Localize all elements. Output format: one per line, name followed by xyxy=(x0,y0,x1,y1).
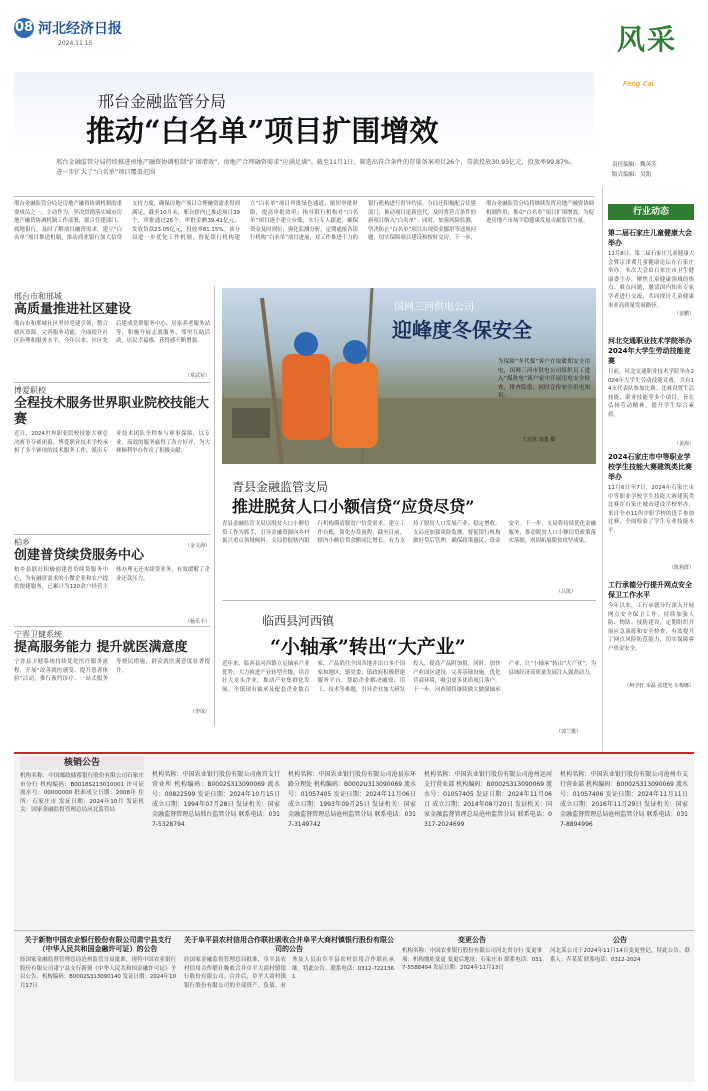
story-source: （郭兰歌） xyxy=(556,729,582,735)
notice-header: 核销公告 xyxy=(20,756,144,770)
brief-kicker: 邢台市和邢城 xyxy=(14,292,62,301)
story-title: 推进脱贫人口小额信贷“应贷尽贷” xyxy=(232,497,475,516)
story-title: “小轴承”转出“大产业” xyxy=(270,636,466,658)
sidebar-item xyxy=(608,580,694,690)
column-tag xyxy=(617,24,677,130)
lead-body: 邢台金融监管分局是房地产融资协调机制的重要成员之一，主动作为，坚决贯彻落实城市房地产融资协调机制工作部署，联合住建部门、属地银行，及时了解项目融资需求，建立“白名单”项目推送机制，推动商业银行加大信贷支持力度，确保房地产项目合理融资需求得到满足。截至10月末，邢台辖内已推送项目39个，审批通过26个，审批金额39.41亿元，发放贷款23.05亿元，投放率81.15%。该分局进一步优化工作机制，督促银行机构建立“白名单”项目审批绿色通道，缩短审批时限，提高审批效率；指导银行机构对“白名单”项目逐个建立台账，实行专人跟进，确保资金及时到位；强化监测分析，定期通报各银行机构“白名单”项目进展，对工作推进不力的银行机构进行督导约谈。分局还积极配合住建部门，推动项目更新迭代，及时将符合条件的新项目纳入“白名单”。同时，加强风险监测，坚决防止“白名单”项目出现资金挪用等违规问题，切实保障项目建设和按时交房。下一步，邢台金融监管分局将继续发挥房地产融资协调机制作用，推动“白名单”项目扩围增效，为促进房地产市场平稳健康发展贡献监管力量。 xyxy=(14,201,594,242)
sidebar-item-source: （姜海） xyxy=(673,441,694,447)
notice-bottom-header: 关于阜平县农村信用合作联社吸收合并阜平大商村镇银行股份有限公司的公告 xyxy=(184,936,394,953)
sidebar-item-body: 今年以来，工行承德分行深入开展网点安全保卫工作，持续加强人防、物防、技防建设，定期组织开展应急演练和安全检查，有效提升了网点风险防范能力，切实保障客户资金安全。 xyxy=(608,603,694,652)
brief-source: （金文海） xyxy=(184,543,210,549)
brief-title: 全程技术服务世界职业院校技能大赛 xyxy=(14,396,210,427)
brief-title: 创建普贷续贷服务中心 xyxy=(14,548,145,563)
sidebar-item-body: 11月6日至7日，2024年石家庄市中等职业学校学生技能大赛建筑类比赛在石家庄城市建设学校举办。来自全市11所中职学校的选手参加比赛，全面检验了学生专业技能水平。 xyxy=(608,485,694,534)
divider xyxy=(14,196,594,197)
notice-text: 机构名称：中国农业银行股份有限公司南宫支行营业所 机构编码：B0002S313090069 流水号：00822599 发证日期：2024年10月15日 成立日期：1994年07月28日 发证机关：国家金融监督管理总局邢台监管分局 联系电话：0317-5328794 xyxy=(152,771,280,828)
brief-title: 高质量推进社区建设 xyxy=(14,302,132,317)
notice-bottom xyxy=(184,936,394,1064)
lead-dek: 邢台金融监管分局持续推进房地产融资协调机制“扩围增效”，房地产合理融资需求“应满足满”。截至11月1日，筛选出符合条件的存量备案项目26个，贷款投放30.93亿元，投放率99.87%，进一步扩大了“白名单”项目覆盖范围 xyxy=(56,159,576,176)
photo-kicker: 国网三河供电公司 xyxy=(394,302,474,313)
editor-credit: 责任编辑：魏英芳 xyxy=(612,162,657,168)
brief xyxy=(14,630,210,716)
column-pinyin: Feng Cai xyxy=(623,80,654,88)
sidebar-item-body: 11月8日，第二届石家庄儿童健康大会暨京津冀儿童健康论坛在石家庄举办。本次大会由石家庄市卫生健康委主办，聚焦儿童健康领域的热点、难点问题，邀请国内知名专家学者进行交流，共同探讨儿童健康事业高质量发展路径。 xyxy=(608,251,694,309)
brief-kicker: 柏乡 xyxy=(14,538,30,547)
photo xyxy=(222,288,596,464)
brief xyxy=(14,292,210,380)
sidebar-item-title: 工行承德分行提升网点安全保卫工作水平 xyxy=(608,581,692,599)
photo-title: 迎峰度冬保安全 xyxy=(392,318,532,342)
story-kicker: 青县金融监管支局 xyxy=(232,480,329,494)
sidebar-item-source: （柯学轩 朱磊 张建光 车梅娜） xyxy=(624,683,694,689)
divider xyxy=(14,930,694,931)
notice-bottom-body: 机构名称：中国农业银行股份有限公司河北省分行 变更事项：机构地址变更 变更后地址：石家庄市 联系电话：0317-5588494 发证日期：2024年11月13日 xyxy=(402,948,542,972)
story-body: 青县金融监管支局以脱贫人口小额信贷工作为抓手，引导金融资源向乡村振兴重点领域倾斜。支局督促辖内银行机构摸清脱贫户信贷需求，建立工作台账，简化办贷流程，截至目前，辖内小额信贷余额同比增长，有力支持了脱贫人口发展产业、稳定增收。支局还加强风险监测，督促银行机构做好贷后管理，确保政策惠民、资金安全。下一步，支局将持续优化金融服务，推动脱贫人口小额信贷政策落实落细，巩固拓展脱贫攻坚成果。 xyxy=(222,521,596,545)
brief xyxy=(14,386,210,550)
issue-date: 2024.11.15 xyxy=(58,40,93,47)
brief-source: （杨乐平） xyxy=(184,619,210,625)
column-big-text xyxy=(617,24,677,56)
page-number: 08 xyxy=(14,18,34,38)
divider xyxy=(214,286,215,726)
worker-helmet xyxy=(294,332,318,356)
brief-body: 近日，2024世界职业院校技能大赛总决赛争夺赛闭幕。博爱职业技术学校承担了多个赛项的技术服务工作，派出专业技术团队全程参与赛事保障，以专业、高效的服务赢得了各方好评，为大赛顺利举办作出了积极贡献。 xyxy=(14,431,210,455)
photo-caption: 为保障“冬代煤”客户在取暖期安全用电，国网三河市供电公司组织员工进入“煤改电”客户家中开展用电安全检查，排查隐患，同时宣传安全用电知识。 xyxy=(498,359,590,400)
sidebar-item-title: 2024石家庄市中等职业学校学生技能大赛建筑类比赛举办 xyxy=(608,453,692,481)
notice-bottom-header: 关于新物中国农业银行股份有限公司肃宁县支行（中华人民共和国金融许可证）的公告 xyxy=(24,936,172,953)
worker-vest xyxy=(282,354,330,440)
designer-credit: 版式编辑：吴凯 xyxy=(612,172,652,178)
brief-title: 提高服务能力 提升就医满意度 xyxy=(14,640,188,655)
notice-bottom-header: 变更公告 xyxy=(458,936,486,944)
notice-bottom xyxy=(20,936,176,1064)
brief-kicker: 宁晋卫健系统 xyxy=(14,630,62,639)
notice-text: 机构名称：中国农业银行股份有限公司沧州运河支行营业部 机构编码：B0002S313090069 流水号：01057405 发证日期：2024年11月06日 成立日期：2014年08月20日 发证机关：国家金融监督管理总局沧州监管分局 联系电话：0317-2024699 xyxy=(424,771,552,828)
divider xyxy=(222,600,596,601)
brief xyxy=(14,538,210,626)
brief-body: 宁晋县卫健系统持续优化医疗服务流程，开展“改善就医感受、提升患者体验”活动，推行预约诊疗、一站式服务等便民措施，群众就医满意度显著提升。 xyxy=(14,659,210,683)
notice-bottom-header: 公告 xyxy=(613,936,627,944)
sidebar-item-title: 第二届石家庄儿童健康大会举办 xyxy=(608,229,692,247)
notice-text: 机构名称：中国邮政储蓄银行股份有限公司石家庄市分行 机构编码：B0018S213010001 许可证流水号：00000000 批准成立日期：2008年 住所：石家庄市 发证日期：2024年10月 发证机关：国家金融监督管理总局河北监管局 xyxy=(20,773,144,814)
story-body: 近年来，临西县河西镇立足轴承产业优势，大力推进产业转型升级，培育壮大龙头企业，推动产业集群化发展。全镇现有轴承及配套企业数百家，产品销往全国各地并出口多个国家和地区。镇党委、镇政府积极搭建服务平台，帮助企业解决融资、用工、技术等难题，引导企业加大研发投入，提高产品附加值。同时，加快产业园区建设，完善基础设施，优化营商环境，吸引更多优质项目落户。下一步，河西镇将继续做大做强轴承产业，让“小轴承”转出“大产业”，为县域经济高质量发展注入强劲动力。 xyxy=(222,661,596,693)
story-source: （吕凯） xyxy=(556,589,577,595)
lead-title: 推动“白名单”项目扩围增效 xyxy=(86,114,439,148)
sidebar-item-source: （陈利群） xyxy=(668,565,694,571)
divider xyxy=(14,626,210,627)
sidebar-item-source: （姜鹏） xyxy=(673,311,694,317)
masthead xyxy=(14,16,614,47)
sidebar-item xyxy=(608,452,694,572)
brief-source: （常武军） xyxy=(184,373,210,379)
notice-text: 机构名称：中国农业银行股份有限公司沧州市支行营业部 机构编码：B0002S313090069 流水号：01057406 发证日期：2024年11月11日 成立日期：2016年11月29日 发证机关：国家金融监督管理总局沧州监管分局 联系电话：0317-8894996 xyxy=(560,771,688,828)
brief-body: 邢台市和邢城社区坚持党建引领，整合辖区资源，完善服务功能，全面提升社区治理和服务水平。今年以来，社区先后建成党群服务中心、居家养老服务站等，积极开展志愿服务、邻里互助活动，居民幸福感、获得感不断增强。 xyxy=(14,321,210,345)
sidebar-header: 行业动态 xyxy=(608,204,694,220)
worker-helmet xyxy=(343,340,367,364)
brief-kicker: 博爱职校 xyxy=(14,386,46,395)
photo-credit: 王启龙 刘勇 摄 xyxy=(522,437,556,443)
brief-body: 柏乡县联社积极创建普贷续贷服务中心，为有融资需求的小微企业和农户提供便捷服务，已累计为120余户经营主体办理无还本续贷业务，有效缓解了企业还款压力。 xyxy=(14,567,210,591)
divider xyxy=(14,382,210,383)
notice-text: 机构名称：中国农业银行股份有限公司沧县东环路分理处 机构编码：B0002U313090069 流水号：01057405 发证日期：2024年11月06日 成立日期：1993年09月25日 发证机关：国家金融监督管理总局沧州监管分局 联系电话：0317-3149742 xyxy=(288,771,416,828)
equipment xyxy=(232,408,270,438)
notice-bottom-body: 经国家金融监督管理总局批准，阜平县农村信用合作联社吸收合并阜平大商村镇银行股份有限公司。合并后，阜平大商村镇银行股份有限公司的全部资产、负债、业务及人员由阜平县农村信用合作联社承继。特此公告。联系电话：0312-7221361 xyxy=(184,957,394,989)
divider xyxy=(14,534,210,535)
column-char: 风采 xyxy=(617,23,678,56)
sidebar-rule xyxy=(602,186,603,766)
paper-title: 河北经济日报 xyxy=(38,21,122,37)
sidebar-item-title: 河北交通职业技术学院举办2024年大学生劳动技能竞赛 xyxy=(608,337,692,365)
lead-kicker: 邢台金融监管分局 xyxy=(98,92,227,111)
story-kicker: 临西县河西镇 xyxy=(262,614,335,628)
notice-bottom xyxy=(550,936,690,1055)
notice-bottom-body: 经国家金融监督管理总局沧州监管分局批准，现将中国农业银行股份有限公司肃宁县支行新领《中华人民共和国金融许可证》予以公告。机构编码：B0002S313090140 发证日期：2024年10月17日 xyxy=(20,957,176,989)
worker-vest xyxy=(332,362,378,448)
sidebar-item-body: 日前，河北交通职业技术学院举办2024年大学生劳动技能竞赛，共有14支代表队参加比赛。比赛设置生活技能、职业技能等多个项目，旨在弘扬劳动精神，提升学生综合素质。 xyxy=(608,369,694,418)
notice-bottom xyxy=(402,936,542,1055)
notice-bottom-body: 河北某公司于2024年11月14日变更登记，特此公告。联系人：乔某某 联系电话：0312-2024 xyxy=(550,948,690,963)
brief-source: （李成） xyxy=(189,709,210,715)
sidebar-item xyxy=(608,228,694,318)
sidebar-item xyxy=(608,336,694,448)
